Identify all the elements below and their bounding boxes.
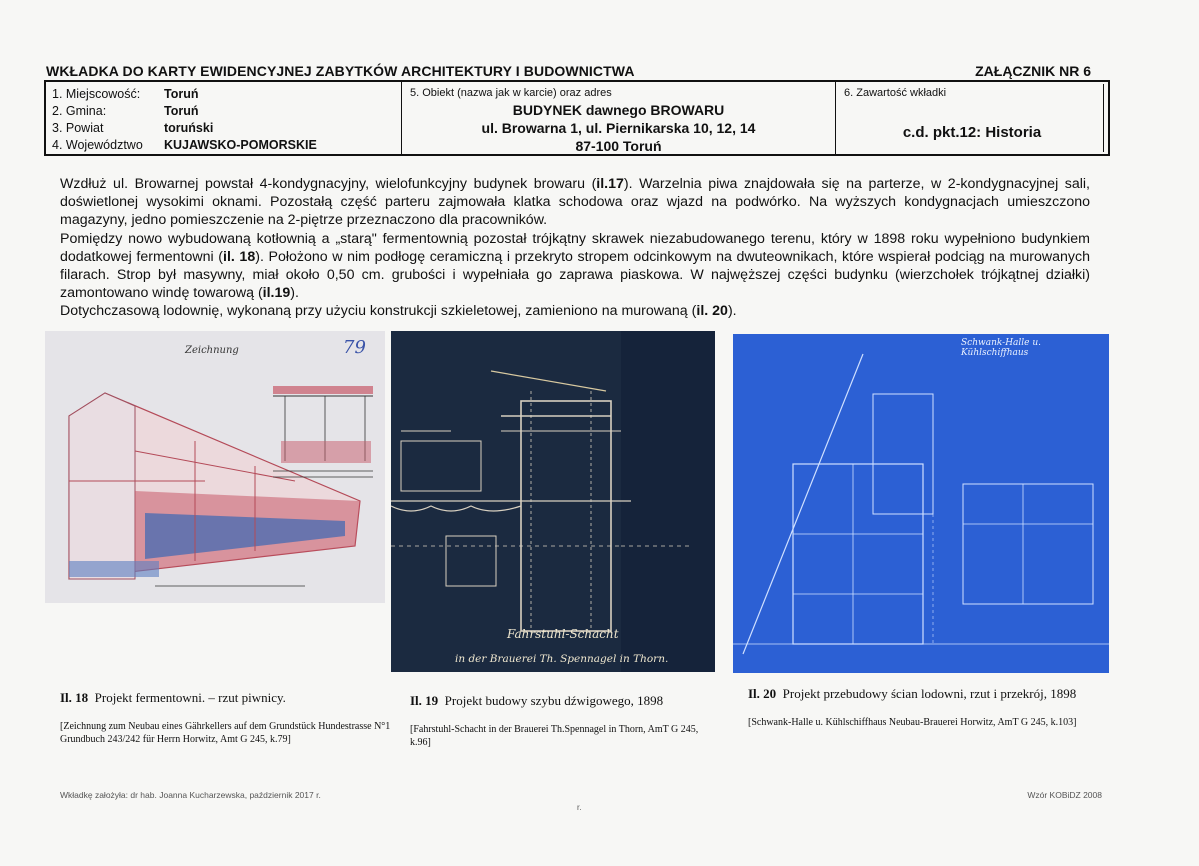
location-row: 4. Województwo KUJAWSKO-POMORSKIE — [52, 138, 317, 152]
figure-number: Il. 19 — [410, 693, 439, 708]
location-row: 3. Powiat toruński — [52, 121, 214, 135]
figure-title: Projekt przebudowy ścian lodowni, rzut i przekrój, 1898 — [782, 686, 1077, 701]
drawing-inscription: in der Brauerei Th. Spennagel in Thorn. — [455, 653, 669, 665]
object-label: 5. Obiekt (nazwa jak w karcie) oraz adres — [410, 87, 612, 99]
header-table — [44, 80, 1110, 156]
form-title: WKŁADKA DO KARTY EWIDENCYJNEJ ZABYTKÓW ARCHITEKTURY I BUDOWNICTWA — [46, 63, 635, 79]
figure-20-caption — [748, 686, 1098, 729]
figure-20-drawing — [733, 334, 1109, 673]
history-text — [60, 175, 1090, 321]
object-postcode: 87-100 Toruń — [575, 138, 662, 154]
figure-18-caption — [60, 690, 400, 746]
figure-ref: il. 18 — [223, 248, 256, 265]
figure-19-drawing — [391, 331, 715, 672]
object-address: ul. Browarna 1, ul. Piernikarska 10, 12, 14 — [481, 120, 756, 136]
figure-ref: il. 20 — [696, 303, 728, 320]
contents-value: c.d. pkt.12: Historia — [902, 124, 1042, 141]
drawing-inscription: Fahrstuhl-Schacht — [507, 627, 619, 641]
figure-19-caption — [410, 693, 710, 749]
object-name: BUDYNEK dawnego BROWARU — [512, 102, 725, 118]
location-cell — [46, 82, 402, 154]
figure-source: [Schwank-Halle u. Kühlschiffhaus Neubau-Brauerei Horwitz, AmT G 245, k.103] — [748, 717, 1077, 728]
paragraph: Wzdłuż ul. Browarnej powstał 4-kondygnacyjny, wielofunkcyjny budynek browaru (il.17). Warzelnia piwa znajdowała się na parterze, w 2-kondygnacyjnej sali, doświetlonej wysokimi oknami. Pozostałą część parteru zajmowała klatka schodowa oraz wjazd na podwórko. Na wyższych kondygnacjach umieszczono magazyny, jedno pomieszczenie na 2-piętrze przeznaczono dla pracowników. — [60, 176, 1091, 229]
figure-number: Il. 20 — [748, 686, 777, 701]
contents-label: 6. Zawartość wkładki — [844, 87, 947, 99]
footer-mark: r. — [577, 803, 582, 812]
paragraph: Pomiędzy nowo wybudowaną kotłownią a „starą" fermentownią pozostał trójkątny skrawek niezabudowanego terenu, który w 1898 roku wypełniono budynkiem dodatkowej fermentowni (il. 18). Położono w nim podłogę ceramiczną i przekryto stropem odcinkowym na dwuteownikach, które wspierał podciąg na murowanych filarach. Strop był masywny, miał około 0,50 cm. grubości i wypełniała go zaprawa piaskowa. W najwęższej części budynku (wierzchołek trójkątnej działki) zamontowano windę towarową (il.19). — [60, 230, 1090, 302]
location-row: 1. Miejscowość: Toruń — [52, 87, 199, 101]
table-border — [1103, 84, 1104, 152]
figure-ref: il.17 — [596, 176, 624, 192]
drawing-inscription: Schwank-Halle u. Kühlschiffhaus — [961, 338, 1042, 358]
ground-plan-drawing — [45, 331, 385, 603]
contents-cell — [836, 82, 1108, 154]
object-cell — [402, 82, 836, 154]
annex-number: ZAŁĄCZNIK NR 6 — [975, 63, 1091, 79]
sheet-number: 79 — [343, 337, 366, 358]
figure-source: [Fahrstuhl-Schacht in der Brauerei Th.Spennagel in Thorn, AmT G 245, k.96] — [410, 724, 699, 748]
shaft-drawing — [391, 331, 715, 672]
figure-title: Projekt fermentowni. – rzut piwnicy. — [94, 690, 286, 705]
figure-title: Projekt budowy szybu dźwigowego, 1898 — [444, 693, 664, 708]
figure-number: Il. 18 — [60, 690, 89, 705]
drawing-inscription: Zeichnung — [185, 345, 239, 356]
location-row: 2. Gmina: Toruń — [52, 104, 199, 118]
figure-ref: il.19 — [262, 285, 291, 302]
paragraph: Dotychczasową lodownię, wykonaną przy użyciu konstrukcji szkieletowej, zamieniono na murowaną (il. 20). — [60, 303, 737, 320]
figure-18-drawing — [45, 331, 385, 603]
blueprint-drawing — [733, 334, 1109, 673]
figure-source: [Zeichnung zum Neubau eines Gährkellers auf dem Grundstück Hundestrasse N°1 Grundbuch 243/242 für Herrn Horwitz, Amt G 245, k.79] — [60, 721, 391, 745]
footer-author: Wkładkę założyła: dr hab. Joanna Kucharzewska, październik 2017 r. — [60, 790, 321, 800]
footer-template: Wzór KOBiDZ 2008 — [1027, 790, 1102, 800]
